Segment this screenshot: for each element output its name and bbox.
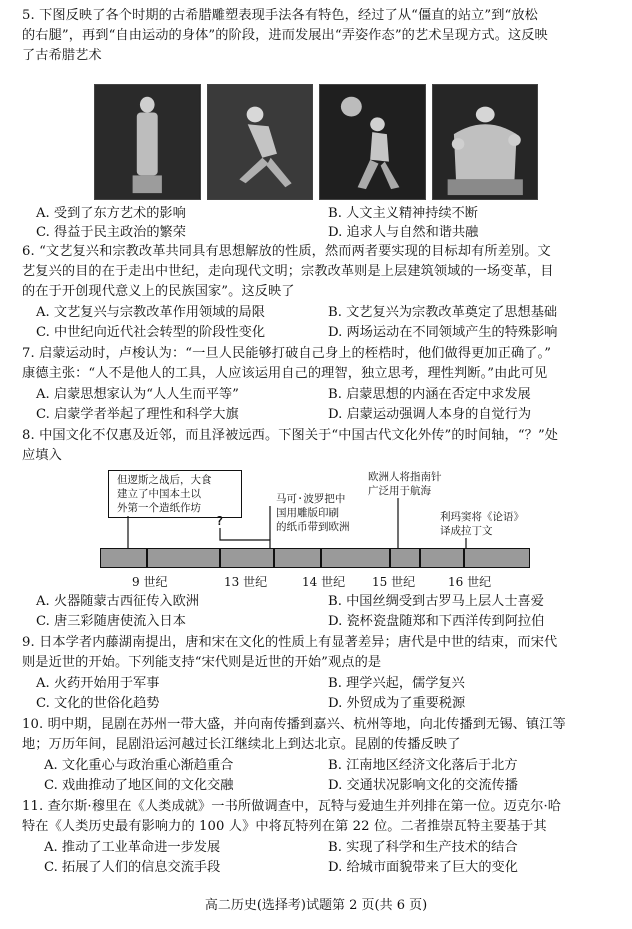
timeline-bar xyxy=(100,548,530,568)
q11-option-c[interactable]: C. 拓展了人们的信息交流手段 xyxy=(44,860,221,875)
note2-line1: 马可·波罗把中 xyxy=(276,493,346,505)
q11-option-b[interactable]: B. 实现了科学和生产技术的结合 xyxy=(328,840,518,855)
timeline-tick-14c: 14 世纪 xyxy=(302,575,346,589)
note1-line2: 建立了中国本土以 xyxy=(117,488,201,500)
q5-option-a[interactable]: A. 受到了东方艺术的影响 xyxy=(36,206,186,221)
q10-option-c[interactable]: C. 戏曲推动了地区间的文化交融 xyxy=(44,778,234,793)
q7-stem-line1: 7. 启蒙运动时，卢梭认为：“一旦人民能够打破自己身上的桎梏时，他们做得更加正确了。” xyxy=(22,346,552,361)
note3-line2: 广泛用于航海 xyxy=(368,485,431,497)
q5-option-b[interactable]: B. 人文主义精神持续不断 xyxy=(328,206,478,221)
note1-line1: 但逻斯之战后，大食 xyxy=(117,474,212,486)
q5-option-d[interactable]: D. 追求人与自然和谐共融 xyxy=(328,225,479,240)
q9-stem-line2: 则是近世的开始。下列能支持“宋代则是近世的开始”观点的是 xyxy=(22,655,382,670)
q10-stem-line1: 10. 明中期，昆剧在苏州一带大盛，并向南传播到嘉兴、杭州等地，向北传播到无锡、镇江等 xyxy=(22,717,566,732)
note2-line3: 的纸币带到欧洲 xyxy=(276,521,350,533)
q11-stem-line2: 特在《人类历史最有影响力的 100 人》中将瓦特列在第 22 位。二者推崇瓦特主要基于其 xyxy=(22,819,547,834)
q8-stem-line2: 应填入 xyxy=(22,448,62,463)
sculpture-standing-photo xyxy=(94,84,201,200)
q10-option-d[interactable]: D. 交通状况影响文化的交流传播 xyxy=(328,778,518,793)
timeline-tick-9c: 9 世纪 xyxy=(132,575,168,589)
sculpture-laocoon-photo xyxy=(432,84,539,200)
q8-option-c[interactable]: C. 唐三彩随唐使流入日本 xyxy=(36,614,186,629)
q8-stem-line1: 8. 中国文化不仅惠及近邻，而且泽被远西。下图关于“中国古代文化外传”的时间轴，“？”处 xyxy=(22,428,559,443)
q7-option-b[interactable]: B. 启蒙思想的内涵在否定中求发展 xyxy=(328,387,531,402)
q9-option-d[interactable]: D. 外贸成为了重要税源 xyxy=(328,696,466,711)
timeline-note-papermaking xyxy=(108,470,242,518)
q7-option-a[interactable]: A. 启蒙思想家认为“人人生而平等” xyxy=(36,387,239,402)
timeline-tick-15c: 15 世纪 xyxy=(372,575,416,589)
q10-stem-line2: 地；万历年间，昆剧沿运河越过长江继续北上到达北京。昆剧的传播反映了 xyxy=(22,737,461,752)
q6-stem-line3: 的在于开创现代意义上的民族国家”。这反映了 xyxy=(22,284,295,299)
q9-option-c[interactable]: C. 文化的世俗化趋势 xyxy=(36,696,160,711)
q10-option-a[interactable]: A. 文化重心与政治重心渐趋重合 xyxy=(44,758,234,773)
page-footer: 高二历史(选择考)试题第 2 页(共 6 页) xyxy=(204,898,428,913)
sculpture-discus-photo xyxy=(319,84,426,200)
note3-line1: 欧洲人将指南针 xyxy=(368,471,442,483)
q5-stem-line2: 的右腿”，再到“自由运动的身体”的阶段，进而发展出“弄姿作态”的艺术呈现方式。这反映 xyxy=(22,28,548,43)
q5-stem-line3: 了古希腊艺术 xyxy=(22,48,102,63)
q6-option-a[interactable]: A. 文艺复兴与宗教改革作用领域的局限 xyxy=(36,305,265,320)
q11-stem-line1: 11. 查尔斯·穆里在《人类成就》一书所做调查中，瓦特与爱迪生并列排在第一位。迈克尔·哈 xyxy=(22,799,562,814)
q11-option-a[interactable]: A. 推动了工业革命进一步发展 xyxy=(44,840,221,855)
q6-option-c[interactable]: C. 中世纪向近代社会转型的阶段性变化 xyxy=(36,325,266,340)
q8-option-a[interactable]: A. 火器随蒙古西征传入欧洲 xyxy=(36,594,199,609)
q6-stem-line1: 6. “文艺复兴和宗教改革共同具有思想解放的性质，然而两者要实现的目标却有所差别。文 xyxy=(22,244,551,259)
q7-option-d[interactable]: D. 启蒙运动强调人本身的自觉行为 xyxy=(328,407,532,422)
q8-option-d[interactable]: D. 瓷杯瓷盘随郑和下西洋传到阿拉伯 xyxy=(328,614,545,629)
q6-stem-line2: 艺复兴的目的在于走出中世纪，走向现代文明；宗教改革则是上层建筑领域的一场变革，目 xyxy=(22,264,554,279)
q7-stem-line2: 康德主张：“人不是他人的工具，人应该运用自己的理智，独立思考，理性判断。”由此可见 xyxy=(22,366,548,381)
q7-option-c[interactable]: C. 启蒙学者举起了理性和科学大旗 xyxy=(36,407,239,422)
timeline-question-mark: ? xyxy=(216,514,224,528)
timeline-tick-16c: 16 世纪 xyxy=(448,575,492,589)
sculpture-photos xyxy=(94,84,538,200)
q5-stem-line1: 5. 下图反映了各个时期的古希腊雕塑表现手法各有特色，经过了从“僵直的站立”到“放松 xyxy=(22,8,538,23)
q5-option-c[interactable]: C. 得益于民主政治的繁荣 xyxy=(36,225,186,240)
q6-option-b[interactable]: B. 文艺复兴为宗教改革奠定了思想基础 xyxy=(328,305,558,320)
q10-option-b[interactable]: B. 江南地区经济文化落后于北方 xyxy=(328,758,518,773)
q8-option-b[interactable]: B. 中国丝绸受到古罗马上层人士喜爱 xyxy=(328,594,544,609)
q9-stem-line1: 9. 日本学者内藤湖南提出，唐和宋在文化的性质上有显著差异；唐代是中世的结束，而宋代 xyxy=(22,635,558,650)
note4-line1: 利玛窦将《论语》 xyxy=(440,511,524,523)
q9-option-a[interactable]: A. 火药开始用于军事 xyxy=(36,676,160,691)
note4-line2: 译成拉丁文 xyxy=(440,525,493,537)
q6-option-d[interactable]: D. 两场运动在不同领域产生的特殊影响 xyxy=(328,325,558,340)
q9-option-b[interactable]: B. 理学兴起，儒学复兴 xyxy=(328,676,465,691)
note1-line3: 外第一个造纸作坊 xyxy=(117,502,201,514)
sculpture-running-photo xyxy=(207,84,314,200)
note2-line2: 国用雕版印刷 xyxy=(276,507,339,519)
q11-option-d[interactable]: D. 给城市面貌带来了巨大的变化 xyxy=(328,860,518,875)
timeline-tick-13c: 13 世纪 xyxy=(224,575,268,589)
